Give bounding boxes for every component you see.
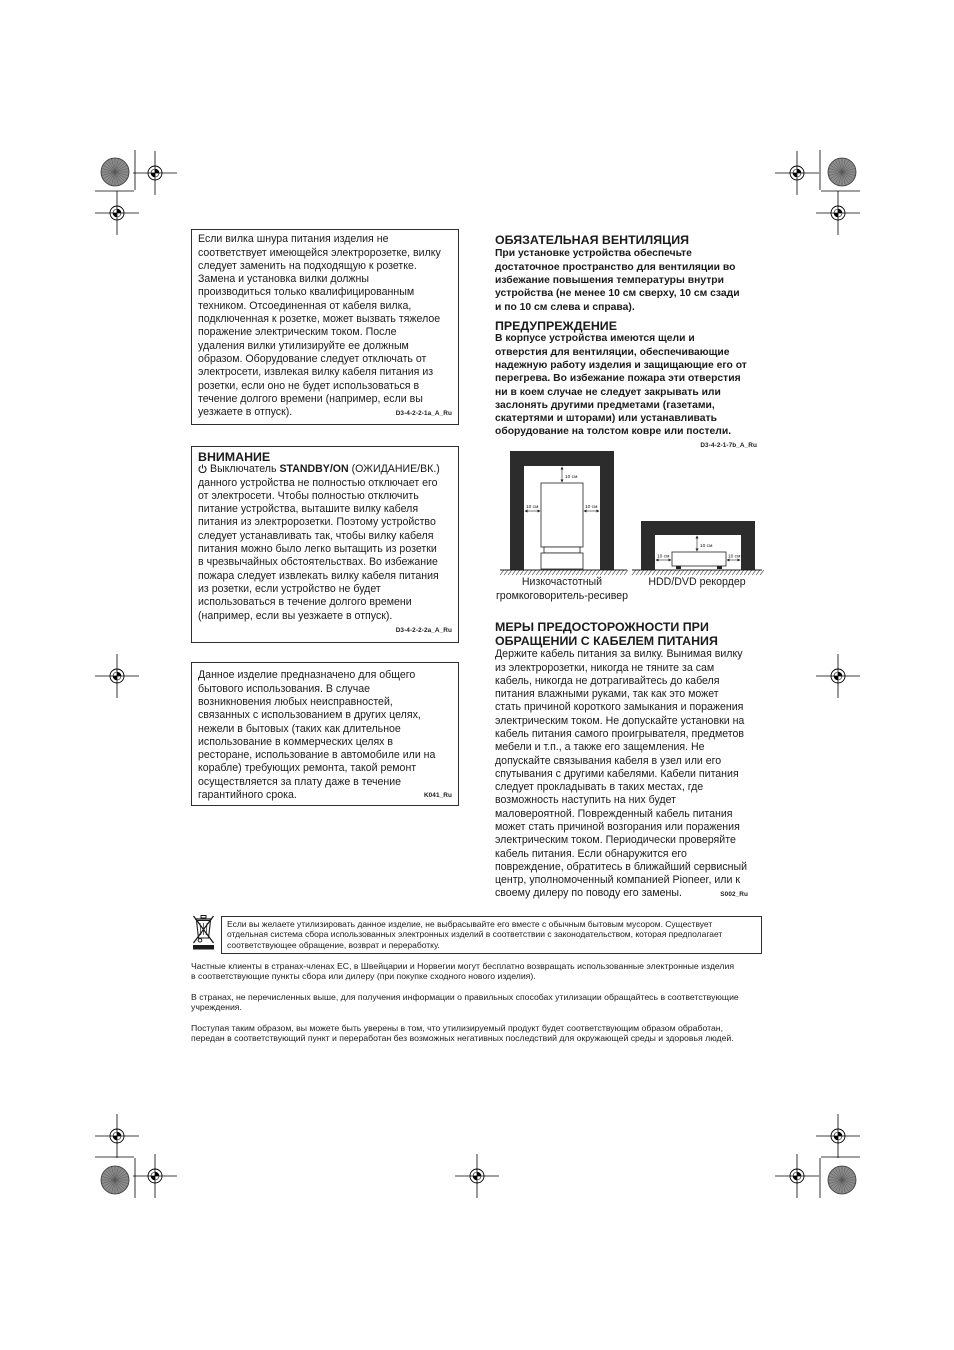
registration-mark [816, 1114, 860, 1158]
hatch-stroke [668, 570, 672, 575]
hatch-stroke [716, 570, 720, 575]
hatch-stroke [596, 570, 600, 575]
hatch-stroke [620, 570, 624, 575]
hatch-stroke [732, 570, 736, 575]
ventilation-text-line: достаточное пространство для вентиляции во [495, 261, 736, 273]
household-text-line: Данное изделие предназначено для общего [198, 669, 416, 682]
notice-text-line: следует заменить на подходящую к розетке. [198, 259, 417, 272]
left-clearance-label: 10 см [657, 554, 670, 560]
disposal-box-text-line: отдельная система сбора использованных электронных изделий в соответствии с законодательством, которая предполагает [227, 929, 723, 940]
hatch-stroke [648, 570, 652, 575]
registration-mark [133, 1154, 177, 1198]
ventilation-text-line: избежание повышения температуры внутри [495, 274, 724, 286]
hatch-stroke [736, 570, 740, 575]
hatch-stroke [600, 570, 604, 575]
hatch-stroke [748, 570, 752, 575]
warning-text-line: перегрева. Во избежание пожара эти отверстия [495, 373, 741, 385]
disposal-notice-box [221, 916, 762, 954]
disposal-paragraph-line: учреждения. [191, 1002, 242, 1013]
power-cord-text-line: стать причиной короткого замыкания и поражения [495, 701, 744, 714]
warning-text-line: отверстия для вентиляции, обеспечивающие [495, 346, 730, 358]
warning-text-line: надежную работу изделия и защищающие его от [495, 359, 747, 371]
subwoofer-receiver-figure [500, 451, 627, 570]
disposal-box-text-line: соответствующее обращение, возврат и переработку. [227, 939, 440, 950]
hatch-stroke [564, 570, 568, 575]
ventilation-title: ОБЯЗАТЕЛЬНАЯ ВЕНТИЛЯЦИЯ [495, 233, 690, 247]
hatch-stroke [756, 570, 760, 575]
hatch-stroke [656, 570, 660, 575]
power-cord-text-line: маловероятной. Поврежденный кабель питания [495, 807, 733, 820]
hatch-stroke [572, 570, 576, 575]
hatch-stroke [576, 570, 580, 575]
hatch-stroke [660, 570, 664, 575]
disposal-paragraph-assurance [191, 1023, 734, 1044]
hatch-stroke [528, 570, 532, 575]
power-cord-text-line: электрическим током. Не допускайте установки на [495, 714, 745, 727]
caution-text-line: в чрезвычайных обстоятельствах. Во избежание [198, 556, 438, 569]
warning-text-line: В корпусе устройства имеются щели и [495, 333, 695, 345]
power-cord-title [495, 620, 718, 648]
top-clearance-arrow [561, 467, 564, 483]
power-cord-text [495, 648, 747, 900]
registration-mark [816, 654, 860, 698]
hatch-stroke [760, 570, 764, 575]
hatch-stroke [680, 570, 684, 575]
hatch-stroke [516, 570, 520, 575]
notice-text-line: уезжаете в отпуск). [198, 406, 293, 419]
hatch-stroke [644, 570, 648, 575]
standby-switch-suffix: (ОЖИДАНИЕ/ВК.) [348, 463, 440, 476]
hatch-stroke [556, 570, 560, 575]
hatch-stroke [560, 570, 564, 575]
warning-text-line: оборудование на толстом ковре или постели. [495, 426, 732, 438]
notice-text-line: электросети, извлекая вилку кабеля питания из [198, 366, 434, 379]
household-text-line: использование в коммерческих целях в [198, 735, 394, 748]
hatch-stroke [684, 570, 688, 575]
hatch-stroke [624, 570, 628, 575]
caution-text-line: из розетки, если устройство не будет [198, 582, 381, 595]
power-cord-title-line: МЕРЫ ПРЕДОСТОРОЖНОСТИ ПРИ [495, 620, 709, 634]
hatch-stroke [704, 570, 708, 575]
registration-mark [775, 151, 819, 195]
hatch-stroke [520, 570, 524, 575]
hatch-stroke [724, 570, 728, 575]
household-text-line: нежели в бытовых (таких как длительное [198, 722, 401, 735]
reference-code: K041_Ru [423, 792, 452, 799]
power-cord-title-line: ОБРАЩЕНИИ С КАБЕЛЕМ ПИТАНИЯ [495, 634, 718, 648]
caution-text-line: пожара следует извлекать вилку кабеля питания [198, 569, 439, 582]
disposal-paragraph-line: передан в соответствующий пункт и переработан без возможных негативных последствий для окружающей среды и здоровья людей. [191, 1033, 734, 1044]
ventilation-text [495, 247, 740, 313]
household-use-notice-box [191, 662, 459, 806]
disposal-paragraph-line: В странах, не перечисленных выше, для получения информации о правильных способах утилизации обращайтесь в соответствующие [191, 991, 739, 1002]
reference-code: S002_Ru [720, 891, 748, 898]
left-clearance-label: 10 см [526, 505, 539, 510]
hatch-stroke [584, 570, 588, 575]
power-cord-text-line: своему дилеру по поводу его замены. [495, 887, 682, 900]
household-text-line: гарантийного срока. [198, 789, 297, 802]
disposal-paragraph-line: в соответствующие пункты сбора или дилеру (при покупке сходного нового изделия). [191, 971, 536, 982]
hatch-stroke [612, 570, 616, 575]
power-cord-text-line: электрическим током. Периодически проверяйте [495, 834, 736, 847]
registration-mark [816, 191, 860, 235]
disposal-box-text-line: Если вы желаете утилизировать данное изделие, не выбрасывайте его вместе с обычным бытовым мусором. Существует [227, 918, 713, 929]
power-cord-text-line: центр, уполномоченный компанией Pioneer, или к [495, 874, 740, 887]
hatch-stroke [508, 570, 512, 575]
registration-mark [95, 1114, 139, 1158]
notice-text-line: Замена и установка вилки должны [198, 273, 369, 286]
hatch-stroke [604, 570, 608, 575]
hatch-stroke [712, 570, 716, 575]
notice-text-line: розетки, если оно не будет использоваться в [198, 379, 420, 392]
ventilation-text-line: При установке устройства обеспечьте [495, 248, 692, 260]
reference-code: D3-4-2-2-1a_A_Ru [395, 410, 452, 417]
hatch-stroke [752, 570, 756, 575]
recorder-caption [640, 576, 754, 589]
power-cord-text-line: спутывания с другими кабелями. Кабели питания [495, 767, 739, 780]
power-standby-icon [198, 464, 207, 473]
power-cord-text-line: возможность наступить на них будет [495, 794, 676, 807]
standby-switch-prefix: Выключатель [210, 463, 280, 476]
recorder-body [672, 552, 726, 566]
hatch-stroke [708, 570, 712, 575]
power-cord-text-line: из электророзетки, никогда не тяните за сам [495, 661, 715, 674]
caution-text-line: питания из электророзетки. Поэтому устройство [198, 516, 436, 529]
warning-text-line: ни в коем случае не следует закрывать или [495, 386, 721, 398]
caution-text-line: (например, если вы уезжаете в отпуск). [198, 609, 393, 622]
figure-caption-line: Низкочастотный [521, 576, 603, 589]
notice-text-line: поражение электрическим током. После [198, 326, 397, 339]
hatch-stroke [504, 570, 508, 575]
notice-text-line: техником. Отсоединенная от кабеля вилка, [198, 299, 412, 312]
household-text-line: корабле) требующих ремонта, такой ремонт [198, 762, 417, 775]
caution-text-line: питание устройства, выташите вилку кабеля [198, 503, 419, 516]
household-text-line: ресторане, использование в автомобиле или на [198, 749, 436, 762]
hatch-stroke [608, 570, 612, 575]
caution-body [198, 477, 440, 623]
hdd-dvd-recorder-figure [632, 521, 762, 570]
caution-text-line: использоваться в течение долгого времени [198, 596, 412, 609]
color-calibration-mark [101, 158, 129, 186]
hatch-stroke [592, 570, 596, 575]
right-clearance-label: 10 см [585, 505, 598, 510]
reference-code: D3-4-2-2-2a_A_Ru [395, 627, 452, 634]
hatch-stroke [640, 570, 644, 575]
registration-mark [455, 1154, 499, 1198]
power-cord-text-line: следует прокладывать в таких местах, где [495, 781, 704, 794]
hatch-stroke [536, 570, 540, 575]
subwoofer-receiver-base [544, 547, 580, 553]
hatch-stroke [548, 570, 552, 575]
hatch-stroke [632, 570, 636, 575]
hatch-stroke [532, 570, 536, 575]
subwoofer-receiver-body [541, 483, 583, 547]
reference-code: D3-4-2-1-7b_A_Ru [700, 442, 757, 449]
hatch-stroke [512, 570, 516, 575]
subwoofer-receiver-stand [541, 553, 583, 569]
household-text-line: возникновения любых неисправностей, [198, 695, 393, 708]
caution-text-line: питания можно было легко вытащить из розетки [198, 543, 437, 556]
caution-text-line: от электросети. Чтобы полностью отключить [198, 489, 419, 502]
hatch-stroke [700, 570, 704, 575]
registration-mark [95, 654, 139, 698]
caution-text [198, 463, 440, 623]
warning-text-line: скатертями и шторами) или устанавливать [495, 413, 717, 425]
hatch-stroke [568, 570, 572, 575]
disposal-paragraph-other-countries [191, 992, 739, 1013]
power-cord-text-line: Держите кабель питания за вилку. Вынимая вилку [495, 648, 743, 661]
color-calibration-mark [828, 1166, 856, 1194]
hatch-stroke [636, 570, 640, 575]
figure-caption-line: громкоговоритель-ресивер [495, 589, 629, 602]
floor-hatching [500, 570, 764, 575]
household-text-line: бытового использования. В случае [198, 682, 370, 695]
hatch-stroke [552, 570, 556, 575]
plug-notice-text [198, 233, 441, 419]
top-clearance-label: 10 см [565, 475, 578, 480]
notice-text-line: образом. Оборудование следует отключать от [198, 352, 427, 365]
disposal-paragraph-eu [191, 961, 734, 982]
notice-text-line: соответствует имеющейся электророзетке, вилку [198, 246, 441, 259]
notice-text-line: Если вилка шнура питания изделия не [198, 233, 389, 246]
caution-text-line: данного устройства не полностью отключает его [198, 476, 438, 489]
recorder-foot [676, 566, 681, 569]
notice-text-line: подключенная к розетке, может вызвать тяжелое [198, 313, 441, 326]
recorder-foot [717, 566, 722, 569]
standby-on-label: STANDBY/ON [279, 463, 349, 476]
top-clearance-label: 10 см [700, 544, 713, 549]
hatch-stroke [544, 570, 548, 575]
hatch-stroke [500, 570, 504, 575]
hatch-stroke [652, 570, 656, 575]
caution-box [191, 446, 459, 643]
right-clearance-label: 10 см [728, 554, 741, 560]
hatch-stroke [524, 570, 528, 575]
ventilation-text-line: и по 10 см слева и справа). [495, 301, 635, 313]
household-use-text [198, 669, 435, 802]
disposal-box-text [227, 919, 722, 951]
warning-text [495, 332, 747, 438]
hatch-stroke [696, 570, 700, 575]
notice-text-line: удаления вилки утилизируйте ее должным [198, 339, 409, 352]
power-cord-text-line: может стать причиной возгорания или поражения [495, 821, 740, 833]
figure-caption-line: HDD/DVD рекордер [648, 576, 746, 589]
top-clearance-arrow [696, 536, 699, 552]
power-cord-text-line: кабель питания. Если обнаружится его [495, 847, 687, 860]
caution-title: ВНИМАНИЕ [198, 450, 271, 464]
registration-mark [95, 191, 139, 235]
crossed-out-wheelie-bin-icon [192, 913, 216, 950]
hatch-stroke [692, 570, 696, 575]
power-cord-text-line: допускайте связывания кабеля в узел или его [495, 754, 722, 767]
hatch-stroke [740, 570, 744, 575]
hatch-stroke [744, 570, 748, 575]
subwoofer-caption [495, 576, 629, 603]
notice-text-line: производиться только квалифицированным [198, 286, 415, 299]
hatch-stroke [580, 570, 584, 575]
ventilation-text-line: устройства (не менее 10 см сверху, 10 см сзади [495, 288, 740, 300]
standby-switch-line [198, 463, 440, 476]
warning-text-line: заслонять другими предметами (газетами, [495, 399, 715, 411]
color-calibration-mark [101, 1166, 129, 1194]
hatch-stroke [588, 570, 592, 575]
power-cord-text-line: повреждение, обратитесь в ближайший сервисный [495, 860, 748, 873]
hatch-stroke [540, 570, 544, 575]
color-calibration-mark [828, 158, 856, 186]
power-cord-text-line: мебели и т.п., а также его защемления. Не [495, 741, 705, 754]
ventilation-clearance-diagram [495, 448, 765, 580]
power-cord-text-line: кабель питания самого проигрывателя, предметов [495, 728, 745, 741]
hatch-stroke [728, 570, 732, 575]
caution-text-line: следует устанавливать так, чтобы вилку кабеля [198, 529, 434, 542]
warning-title: ПРЕДУПРЕЖДЕНИЕ [495, 319, 617, 333]
power-cord-text-line: кабель, никогда не дотрагивайтесь до кабеля [495, 674, 720, 687]
power-cord-text-line: питания влажными руками, так как это может [495, 688, 719, 701]
hatch-stroke [688, 570, 692, 575]
registration-mark [133, 151, 177, 195]
hatch-stroke [616, 570, 620, 575]
disposal-paragraph-line: Поступая таким образом, вы можете быть уверены в том, что утилизируемый продукт будет соответствующим образом обработан, [191, 1022, 724, 1033]
household-text-line: осуществляется за плату даже в течение [198, 775, 402, 788]
plug-replacement-notice-box [191, 229, 459, 425]
disposal-paragraph-line: Частные клиенты в странах-членах ЕС, в Швейцарии и Норвегии могут бесплатно возвращать использованные электронные изделия [191, 960, 735, 971]
notice-text-line: течение долгого времени (например, если вы [198, 392, 423, 405]
hatch-stroke [672, 570, 676, 575]
hatch-stroke [664, 570, 668, 575]
household-text-line: связанных с использованием в других целях, [198, 709, 421, 722]
registration-mark [775, 1154, 819, 1198]
hatch-stroke [720, 570, 724, 575]
hatch-stroke [676, 570, 680, 575]
